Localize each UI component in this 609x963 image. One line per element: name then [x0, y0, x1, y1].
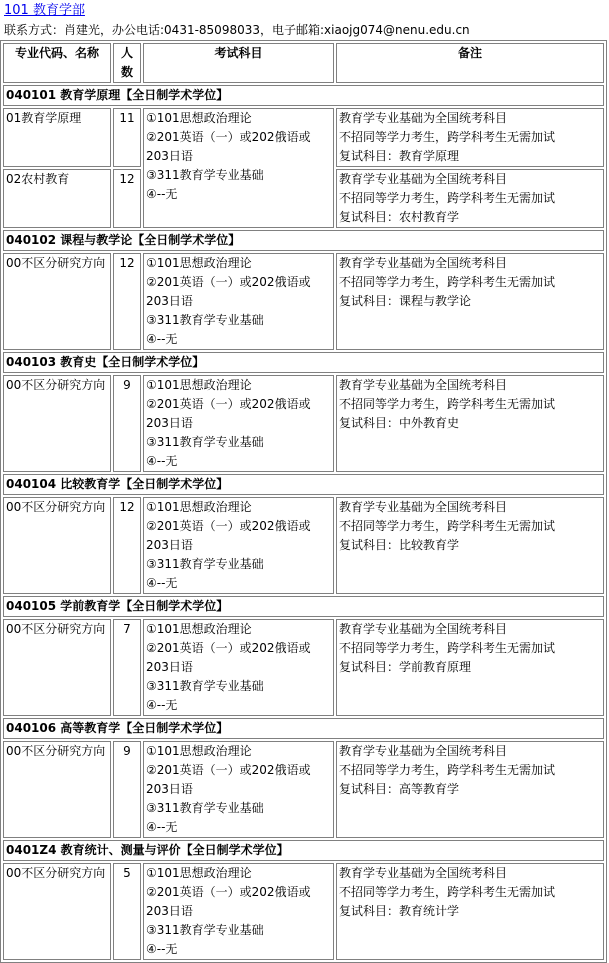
count-cell: 12 — [113, 169, 141, 228]
notes-cell — [336, 108, 604, 167]
subject-line: ④--无 — [146, 187, 178, 201]
note-line: 复试科目：比较教育学 — [339, 538, 460, 552]
direction-cell: 00不区分研究方向 — [3, 863, 111, 960]
count-cell: 9 — [113, 375, 141, 472]
subject-line: ①101思想政治理论 — [146, 111, 252, 125]
notes-cell — [336, 253, 604, 350]
subject-line: ①101思想政治理论 — [146, 256, 252, 270]
subject-line: ③311教育学专业基础 — [146, 313, 264, 327]
subjects-cell — [143, 863, 334, 960]
subject-line: ③311教育学专业基础 — [146, 168, 264, 182]
table-header-row — [3, 43, 604, 83]
subject-line: 203日语 — [146, 660, 193, 674]
direction-cell: 00不区分研究方向 — [3, 253, 111, 350]
subject-line: 203日语 — [146, 294, 193, 308]
section-header-row — [3, 474, 604, 495]
direction-cell: 02农村教育 — [3, 169, 111, 228]
notes-cell — [336, 169, 604, 228]
subject-line: ②201英语（一）或202俄语或 — [146, 275, 311, 289]
note-line: 教育学专业基础为全国统考科目 — [339, 256, 508, 270]
section-header-row — [3, 85, 604, 106]
note-line: 教育学专业基础为全国统考科目 — [339, 111, 508, 125]
section-header-row — [3, 718, 604, 739]
count-cell: 11 — [113, 108, 141, 167]
table-row — [3, 253, 604, 350]
subject-line: ②201英语（一）或202俄语或 — [146, 641, 311, 655]
subject-line: ③311教育学专业基础 — [146, 557, 264, 571]
count-cell: 5 — [113, 863, 141, 960]
subject-line: ④--无 — [146, 332, 178, 346]
note-line: 复试科目：课程与教学论 — [339, 294, 472, 308]
note-line: 复试科目：教育统计学 — [339, 904, 460, 918]
table-row — [3, 108, 604, 167]
note-line: 教育学专业基础为全国统考科目 — [339, 622, 508, 636]
subject-line: ②201英语（一）或202俄语或 — [146, 130, 311, 144]
direction-cell: 00不区分研究方向 — [3, 497, 111, 594]
section-header-row — [3, 596, 604, 617]
subject-line: ①101思想政治理论 — [146, 378, 252, 392]
note-line: 教育学专业基础为全国统考科目 — [339, 744, 508, 758]
note-line: 复试科目：教育学原理 — [339, 149, 460, 163]
column-header-notes: 备注 — [336, 43, 604, 83]
note-line: 不招同等学力考生，跨学科考生无需加试 — [339, 130, 556, 144]
note-line: 不招同等学力考生，跨学科考生无需加试 — [339, 397, 556, 411]
note-line: 教育学专业基础为全国统考科目 — [339, 500, 508, 514]
column-header-count: 人数 — [113, 43, 141, 83]
subjects-cell — [143, 619, 334, 716]
section-title: 040103 教育史【全日制学术学位】 — [3, 352, 604, 373]
count-cell: 7 — [113, 619, 141, 716]
notes-cell — [336, 375, 604, 472]
section-title: 040102 课程与教学论【全日制学术学位】 — [3, 230, 604, 251]
section-header-row — [3, 352, 604, 373]
subject-line: ①101思想政治理论 — [146, 500, 252, 514]
section-title: 0401Z4 教育统计、测量与评价【全日制学术学位】 — [3, 840, 604, 861]
notes-cell — [336, 497, 604, 594]
notes-cell — [336, 619, 604, 716]
note-line: 教育学专业基础为全国统考科目 — [339, 866, 508, 880]
subject-line: ④--无 — [146, 942, 178, 956]
note-line: 复试科目：高等教育学 — [339, 782, 460, 796]
contact-info: 联系方式：肖建光，办公电话:0431-85098033，电子邮箱:xiaojg074@nenu.edu.cn — [4, 23, 470, 37]
column-header-major: 专业代码、名称 — [3, 43, 111, 83]
note-line: 教育学专业基础为全国统考科目 — [339, 172, 508, 186]
note-line: 复试科目：中外教育史 — [339, 416, 460, 430]
subject-line: 203日语 — [146, 416, 193, 430]
notes-cell — [336, 741, 604, 838]
subject-line: ④--无 — [146, 454, 178, 468]
program-table — [0, 40, 607, 963]
department-link[interactable]: 101 教育学部 — [4, 3, 85, 18]
subject-line: ③311教育学专业基础 — [146, 801, 264, 815]
table-row — [3, 619, 604, 716]
direction-cell: 00不区分研究方向 — [3, 741, 111, 838]
subject-line: ④--无 — [146, 576, 178, 590]
subject-line: 203日语 — [146, 149, 193, 163]
subject-line: 203日语 — [146, 782, 193, 796]
subject-line: ④--无 — [146, 820, 178, 834]
note-line: 不招同等学力考生，跨学科考生无需加试 — [339, 191, 556, 205]
count-cell: 12 — [113, 497, 141, 594]
subject-line: ①101思想政治理论 — [146, 622, 252, 636]
subjects-cell — [143, 497, 334, 594]
subject-line: ④--无 — [146, 698, 178, 712]
section-title: 040101 教育学原理【全日制学术学位】 — [3, 85, 604, 106]
subject-line: 203日语 — [146, 904, 193, 918]
note-line: 不招同等学力考生，跨学科考生无需加试 — [339, 763, 556, 777]
column-header-subjects: 考试科目 — [143, 43, 334, 83]
subjects-cell — [143, 253, 334, 350]
section-title: 040105 学前教育学【全日制学术学位】 — [3, 596, 604, 617]
subject-line: ③311教育学专业基础 — [146, 679, 264, 693]
direction-cell: 00不区分研究方向 — [3, 619, 111, 716]
note-line: 不招同等学力考生，跨学科考生无需加试 — [339, 519, 556, 533]
note-line: 复试科目：学前教育原理 — [339, 660, 472, 674]
direction-cell: 01教育学原理 — [3, 108, 111, 167]
section-title: 040106 高等教育学【全日制学术学位】 — [3, 718, 604, 739]
subject-line: ②201英语（一）或202俄语或 — [146, 763, 311, 777]
table-row — [3, 741, 604, 838]
subject-line: ②201英语（一）或202俄语或 — [146, 397, 311, 411]
table-row — [3, 497, 604, 594]
notes-cell — [336, 863, 604, 960]
subjects-cell — [143, 375, 334, 472]
subject-line: 203日语 — [146, 538, 193, 552]
note-line: 复试科目：农村教育学 — [339, 210, 460, 224]
subjects-cell — [143, 108, 334, 228]
section-title: 040104 比较教育学【全日制学术学位】 — [3, 474, 604, 495]
section-header-row — [3, 230, 604, 251]
subjects-cell — [143, 741, 334, 838]
note-line: 教育学专业基础为全国统考科目 — [339, 378, 508, 392]
note-line: 不招同等学力考生，跨学科考生无需加试 — [339, 641, 556, 655]
table-row — [3, 863, 604, 960]
table-row — [3, 375, 604, 472]
note-line: 不招同等学力考生，跨学科考生无需加试 — [339, 885, 556, 899]
section-header-row — [3, 840, 604, 861]
subject-line: ②201英语（一）或202俄语或 — [146, 885, 311, 899]
count-cell: 12 — [113, 253, 141, 350]
subject-line: ③311教育学专业基础 — [146, 923, 264, 937]
note-line: 不招同等学力考生，跨学科考生无需加试 — [339, 275, 556, 289]
subject-line: ①101思想政治理论 — [146, 866, 252, 880]
subject-line: ③311教育学专业基础 — [146, 435, 264, 449]
subject-line: ①101思想政治理论 — [146, 744, 252, 758]
subject-line: ②201英语（一）或202俄语或 — [146, 519, 311, 533]
direction-cell: 00不区分研究方向 — [3, 375, 111, 472]
count-cell: 9 — [113, 741, 141, 838]
